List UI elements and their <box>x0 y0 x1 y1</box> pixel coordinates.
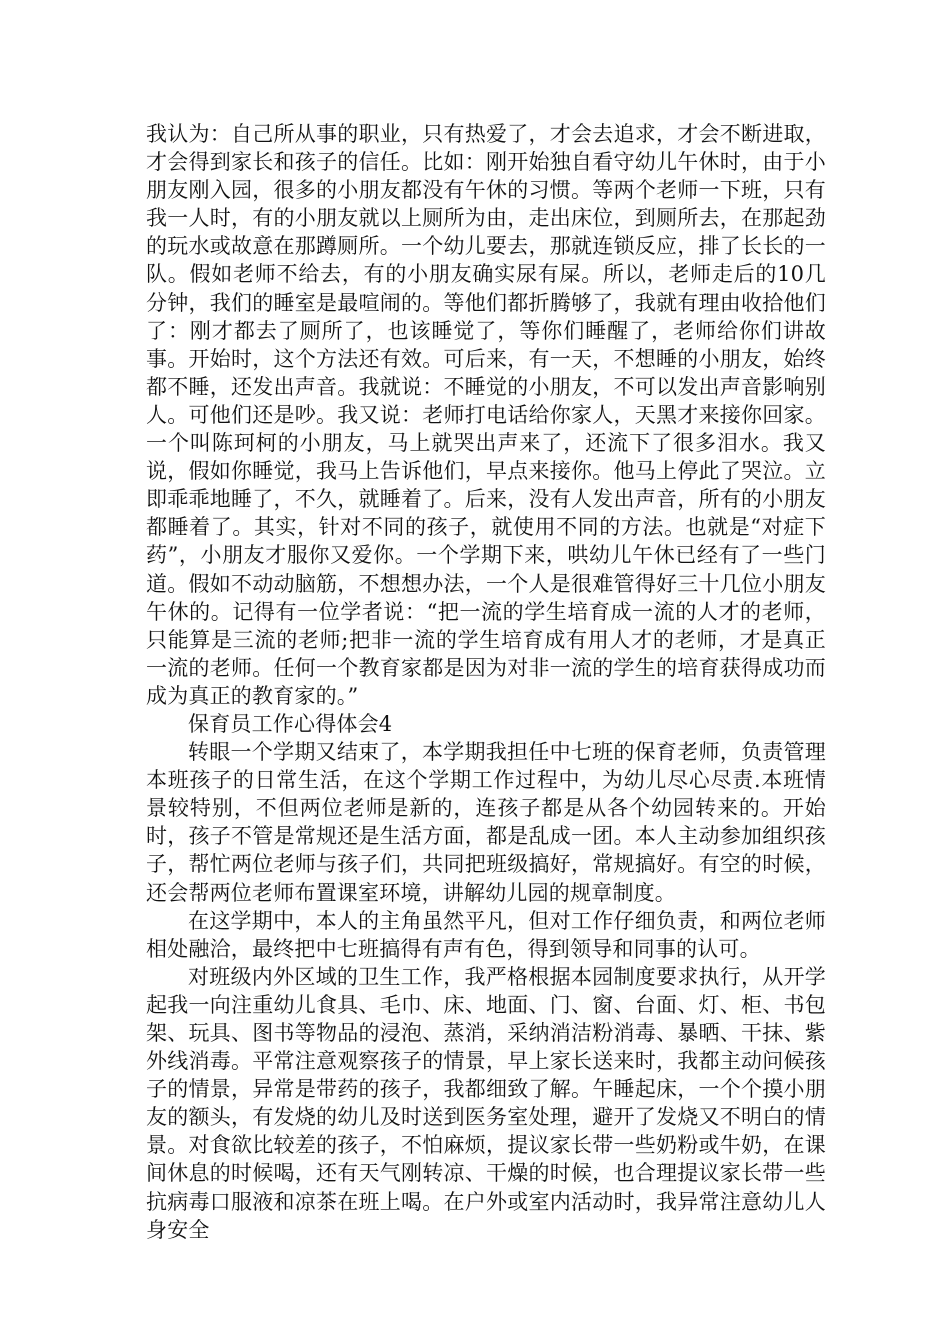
body-paragraph: 对班级内外区域的卫生工作，我严格根据本园制度要求执行，从开学起我一向注重幼儿食具、毛巾、床、地面、门、窗、台面、灯、柜、书包架、玩具、图书等物品的浸泡、蒸消，采纳消洁粉消毒、暴晒、干抹、紫外线消毒。平常注意观察孩子的情景，早上家长送来时，我都主动问候孩子的情景，异常是带药的孩子，我都细致了解。午睡起床，一个个摸小朋友的额头，有发烧的幼儿及时送到医务室处理，避开了发烧又不明白的情景。对食欲比较差的孩子，不怕麻烦，提议家长带一些奶粉或牛奶，在课间休息的时候喝，还有天气刚转凉、干燥的时候，也合理提议家长带一些抗病毒口服液和凉茶在班上喝。在户外或室内活动时，我异常注意幼儿人身安全 <box>146 964 826 1242</box>
body-paragraph: 转眼一个学期又结束了，本学期我担任中七班的保育老师，负责管理本班孩子的日常生活，在这个学期工作过程中，为幼儿尽心尽责.本班情景较特别，不但两位老师是新的，连孩子都是从各个幼园转来的。开始时，孩子不管是常规还是生活方面，都是乱成一团。本人主动参加组织孩子，帮忙两位老师与孩子们，共同把班级搞好，常规搞好。有空的时候，还会帮两位老师布置课室环境，讲解幼儿园的规章制度。 <box>146 740 826 905</box>
document-body <box>146 120 826 1244</box>
body-paragraph: 我认为：自己所从事的职业，只有热爱了，才会去追求，才会不断进取，才会得到家长和孩子的信任。比如：刚开始独自看守幼儿午休时，由于小朋友刚入园，很多的小朋友都没有午休的习惯。等两个老师一下班，只有我一人时，有的小朋友就以上厕所为由，走出床位，到厕所去，在那起劲的玩水或故意在那蹲厕所。一个幼儿要去，那就连锁反应，排了长长的一队。假如老师不给去，有的小朋友确实尿有屎。所以，老师走后的10几分钟，我们的睡室是最喧闹的。等他们都折腾够了，我就有理由收拾他们了：刚才都去了厕所了，也该睡觉了，等你们睡醒了，老师给你们讲故事。开始时，这个方法还有效。可后来，有一天，不想睡的小朋友，始终都不睡，还发出声音。我就说：不睡觉的小朋友，不可以发出声音影响别人。可他们还是吵。我又说：老师打电话给你家人，天黑才来接你回家。一个叫陈珂柯的小朋友，马上就哭出声来了，还流下了很多泪水。我又说，假如你睡觉，我马上告诉他们，早点来接你。他马上停此了哭泣。立即乖乖地睡了，不久，就睡着了。后来，没有人发出声音，所有的小朋友都睡着了。其实，针对不同的孩子，就使用不同的方法。也就是“对症下药”，小朋友才服你又爱你。一个学期下来，哄幼儿午休已经有了一些门道。假如不动动脑筋，不想想办法，一个人是很难管得好三十几位小朋友午休的。记得有一位学者说：“把一流的学生培育成一流的人才的老师，只能算是三流的老师;把非一流的学生培育成有用人才的老师，才是真正一流的老师。任何一个教育家都是因为对非一流的学生的培育获得成功而成为真正的教育家的。” <box>146 122 826 708</box>
section-heading: 保育员工作心得体会4 <box>188 711 393 736</box>
body-paragraph: 在这学期中，本人的主角虽然平凡，但对工作仔细负责，和两位老师相处融洽，最终把中七班搞得有声有色，得到领导和同事的认可。 <box>146 908 826 961</box>
